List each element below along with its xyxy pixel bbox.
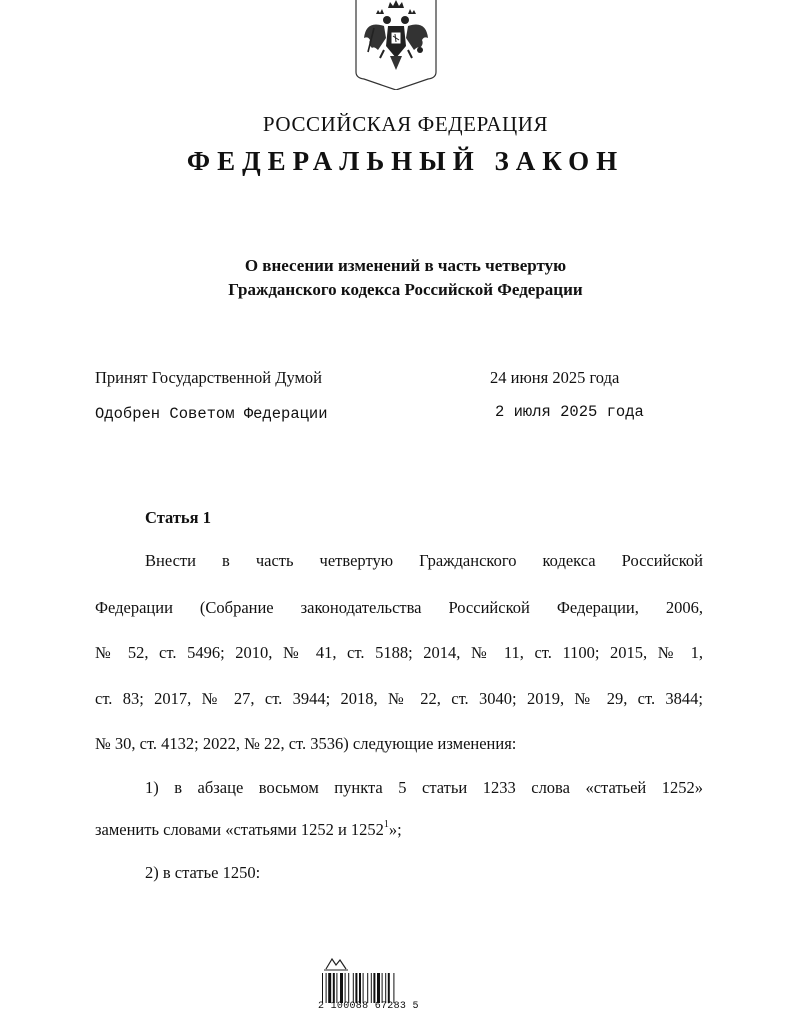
barcode-bar bbox=[355, 973, 357, 1003]
council-approval-date: 2 июля 2025 года bbox=[495, 403, 644, 421]
barcode-bar bbox=[385, 973, 386, 1003]
barcode-bar bbox=[367, 973, 368, 1003]
duma-adoption-label: Принят Государственной Думой bbox=[95, 368, 323, 387]
article-item: 2) в статье 1250: bbox=[145, 863, 261, 882]
barcode bbox=[318, 955, 430, 1019]
barcode-number: 2 100088 67283 5 bbox=[318, 1001, 419, 1012]
barcode-bar bbox=[348, 973, 349, 1003]
barcode-bars-icon bbox=[322, 973, 422, 1003]
document-type: ФЕДЕРАЛЬНЫЙ ЗАКОН bbox=[186, 146, 625, 176]
barcode-bar bbox=[328, 973, 331, 1003]
barcode-bar bbox=[322, 973, 323, 1003]
article-text-line: № 30, ст. 4132; 2022, № 22, ст. 3536) следующие изменения: bbox=[95, 734, 517, 753]
article-text-line: Внести в часть четвертую Гражданского кодекса Российской bbox=[145, 551, 703, 570]
barcode-bar bbox=[393, 973, 394, 1003]
barcode-bar bbox=[373, 973, 375, 1003]
barcode-bar bbox=[353, 973, 354, 1003]
barcode-bar bbox=[363, 973, 364, 1003]
barcode-bar bbox=[359, 973, 361, 1003]
barcode-bar bbox=[377, 973, 380, 1003]
barcode-bar bbox=[333, 973, 335, 1003]
article-text-line: 1) в абзаце восьмом пункта 5 статьи 1233 слова «статьей 1252» bbox=[145, 778, 703, 797]
law-title-line-2: Гражданского кодекса Российской Федерации bbox=[228, 280, 583, 299]
article-text-line: ст. 83; 2017, № 27, ст. 3944; 2018, № 22, ст. 3040; 2019, № 29, ст. 3844; bbox=[95, 689, 703, 708]
article-text-line: № 52, ст. 5496; 2010, № 41, ст. 5188; 2014, № 11, ст. 1100; 2015, № 1, bbox=[95, 643, 703, 662]
registration-mark-icon bbox=[324, 957, 348, 971]
article-text-line bbox=[95, 820, 703, 840]
article-text-line: Федерации (Собрание законодательства Российской Федерации, 2006, bbox=[95, 598, 703, 617]
barcode-bar bbox=[345, 973, 346, 1003]
barcode-bar bbox=[382, 973, 383, 1003]
article-text-fragment: »; bbox=[388, 820, 402, 839]
article-text-fragment: заменить словами «статьями 1252 и 1252 bbox=[95, 820, 384, 839]
country-name: РОССИЙСКАЯ ФЕДЕРАЦИЯ bbox=[262, 112, 549, 136]
duma-adoption-date: 24 июня 2025 года bbox=[490, 368, 620, 387]
superscript-number: 1 bbox=[383, 819, 389, 830]
law-title-line-1: О внесении изменений в часть четвертую bbox=[244, 256, 567, 275]
barcode-bar bbox=[388, 973, 390, 1003]
council-approval-label: Одобрен Советом Федерации bbox=[95, 405, 328, 423]
barcode-bar bbox=[371, 973, 372, 1003]
coat-of-arms-icon bbox=[354, 0, 438, 90]
article-heading: Статья 1 bbox=[145, 508, 211, 527]
barcode-bar bbox=[336, 973, 337, 1003]
barcode-bar bbox=[326, 973, 327, 1003]
barcode-bar bbox=[340, 973, 343, 1003]
